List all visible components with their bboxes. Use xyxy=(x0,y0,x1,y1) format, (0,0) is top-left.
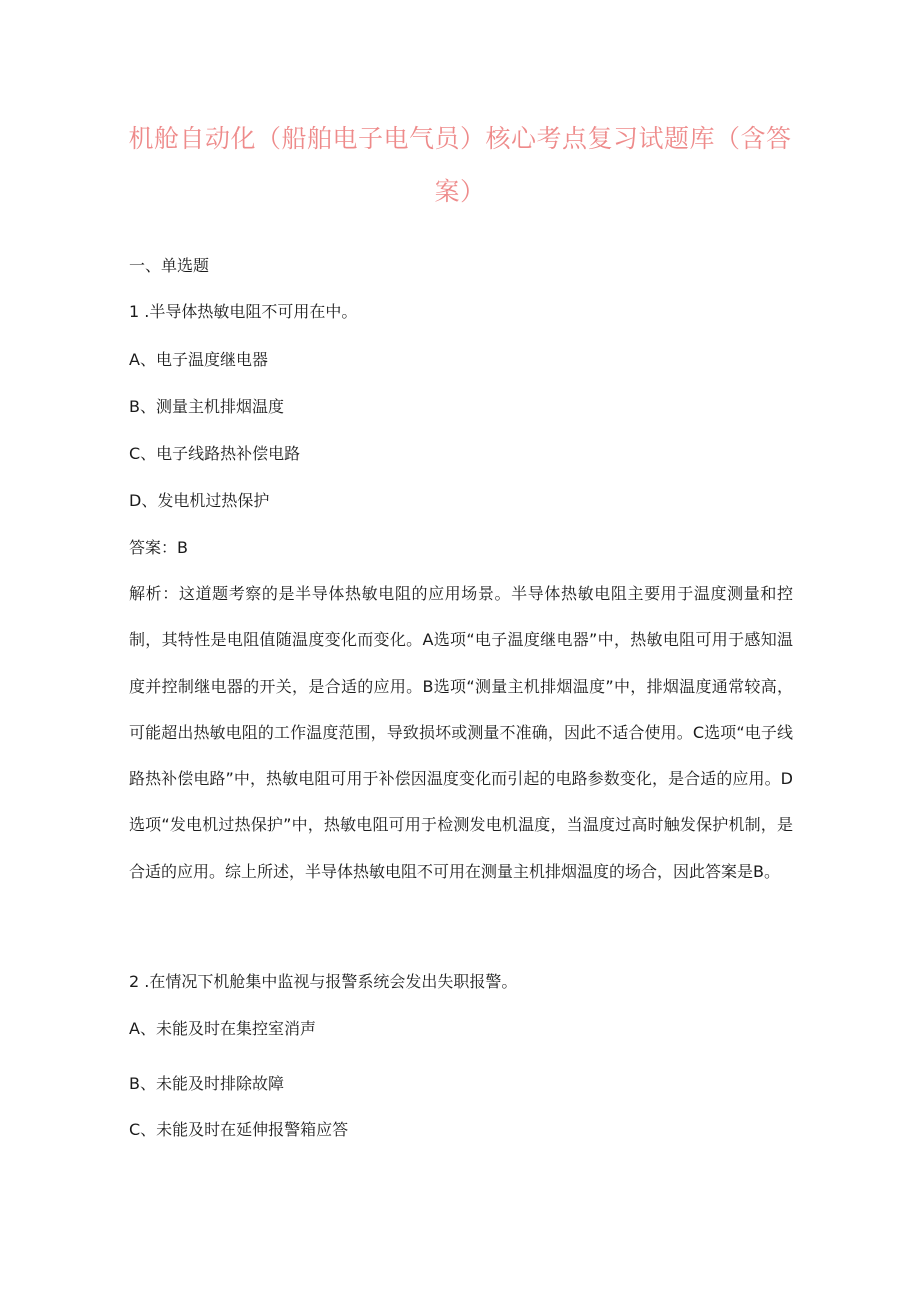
section-heading: 一、单选题 xyxy=(129,256,210,275)
document-title: 机舱自动化（船舶电子电气员）核心考点复习试题库（含答案） xyxy=(128,124,792,206)
option-c: C、电子线路热补偿电路 xyxy=(129,444,301,463)
option-c: C、未能及时在延伸报警箱应答 xyxy=(129,1120,349,1139)
option-a: A、未能及时在集控室消声 xyxy=(129,1019,316,1038)
question-stem: 1 .半导体热敏电阻不可用在中。 xyxy=(129,302,358,321)
option-a: A、电子温度继电器 xyxy=(129,350,268,369)
question-stem: 2 .在情况下机舱集中监视与报警系统会发出失职报警。 xyxy=(129,972,518,991)
option-d: D、发电机过热保护 xyxy=(129,491,270,510)
explanation-paragraph: 解析：这道题考察的是半导体热敏电阻的应用场景。半导体热敏电阻主要用于温度测量和控制，其特性是电阻值随温度变化而变化。A选项“电子温度继电器”中，热敏电阻可用于感知温度并控制继电器的开关，是合适的应用。B选项“测量主机排烟温度”中，排烟温度通常较高，可能超出热敏电阻的工作温度范围，导致损坏或测量不准确，因此不适合使用。C选项“电子线路热补偿电路”中，热敏电阻可用于补偿因温度变化而引起的电路参数变化，是合适的应用。D选项“发电机过热保护”中，热敏电阻可用于检测发电机温度，当温度过高时触发保护机制，是合适的应用。综上所述，半导体热敏电阻不可用在测量主机排烟温度的场合，因此答案是B。 xyxy=(129,584,793,881)
option-b: B、测量主机排烟温度 xyxy=(129,397,284,416)
option-b: B、未能及时排除故障 xyxy=(129,1074,284,1093)
answer-line: 答案：B xyxy=(129,538,188,557)
